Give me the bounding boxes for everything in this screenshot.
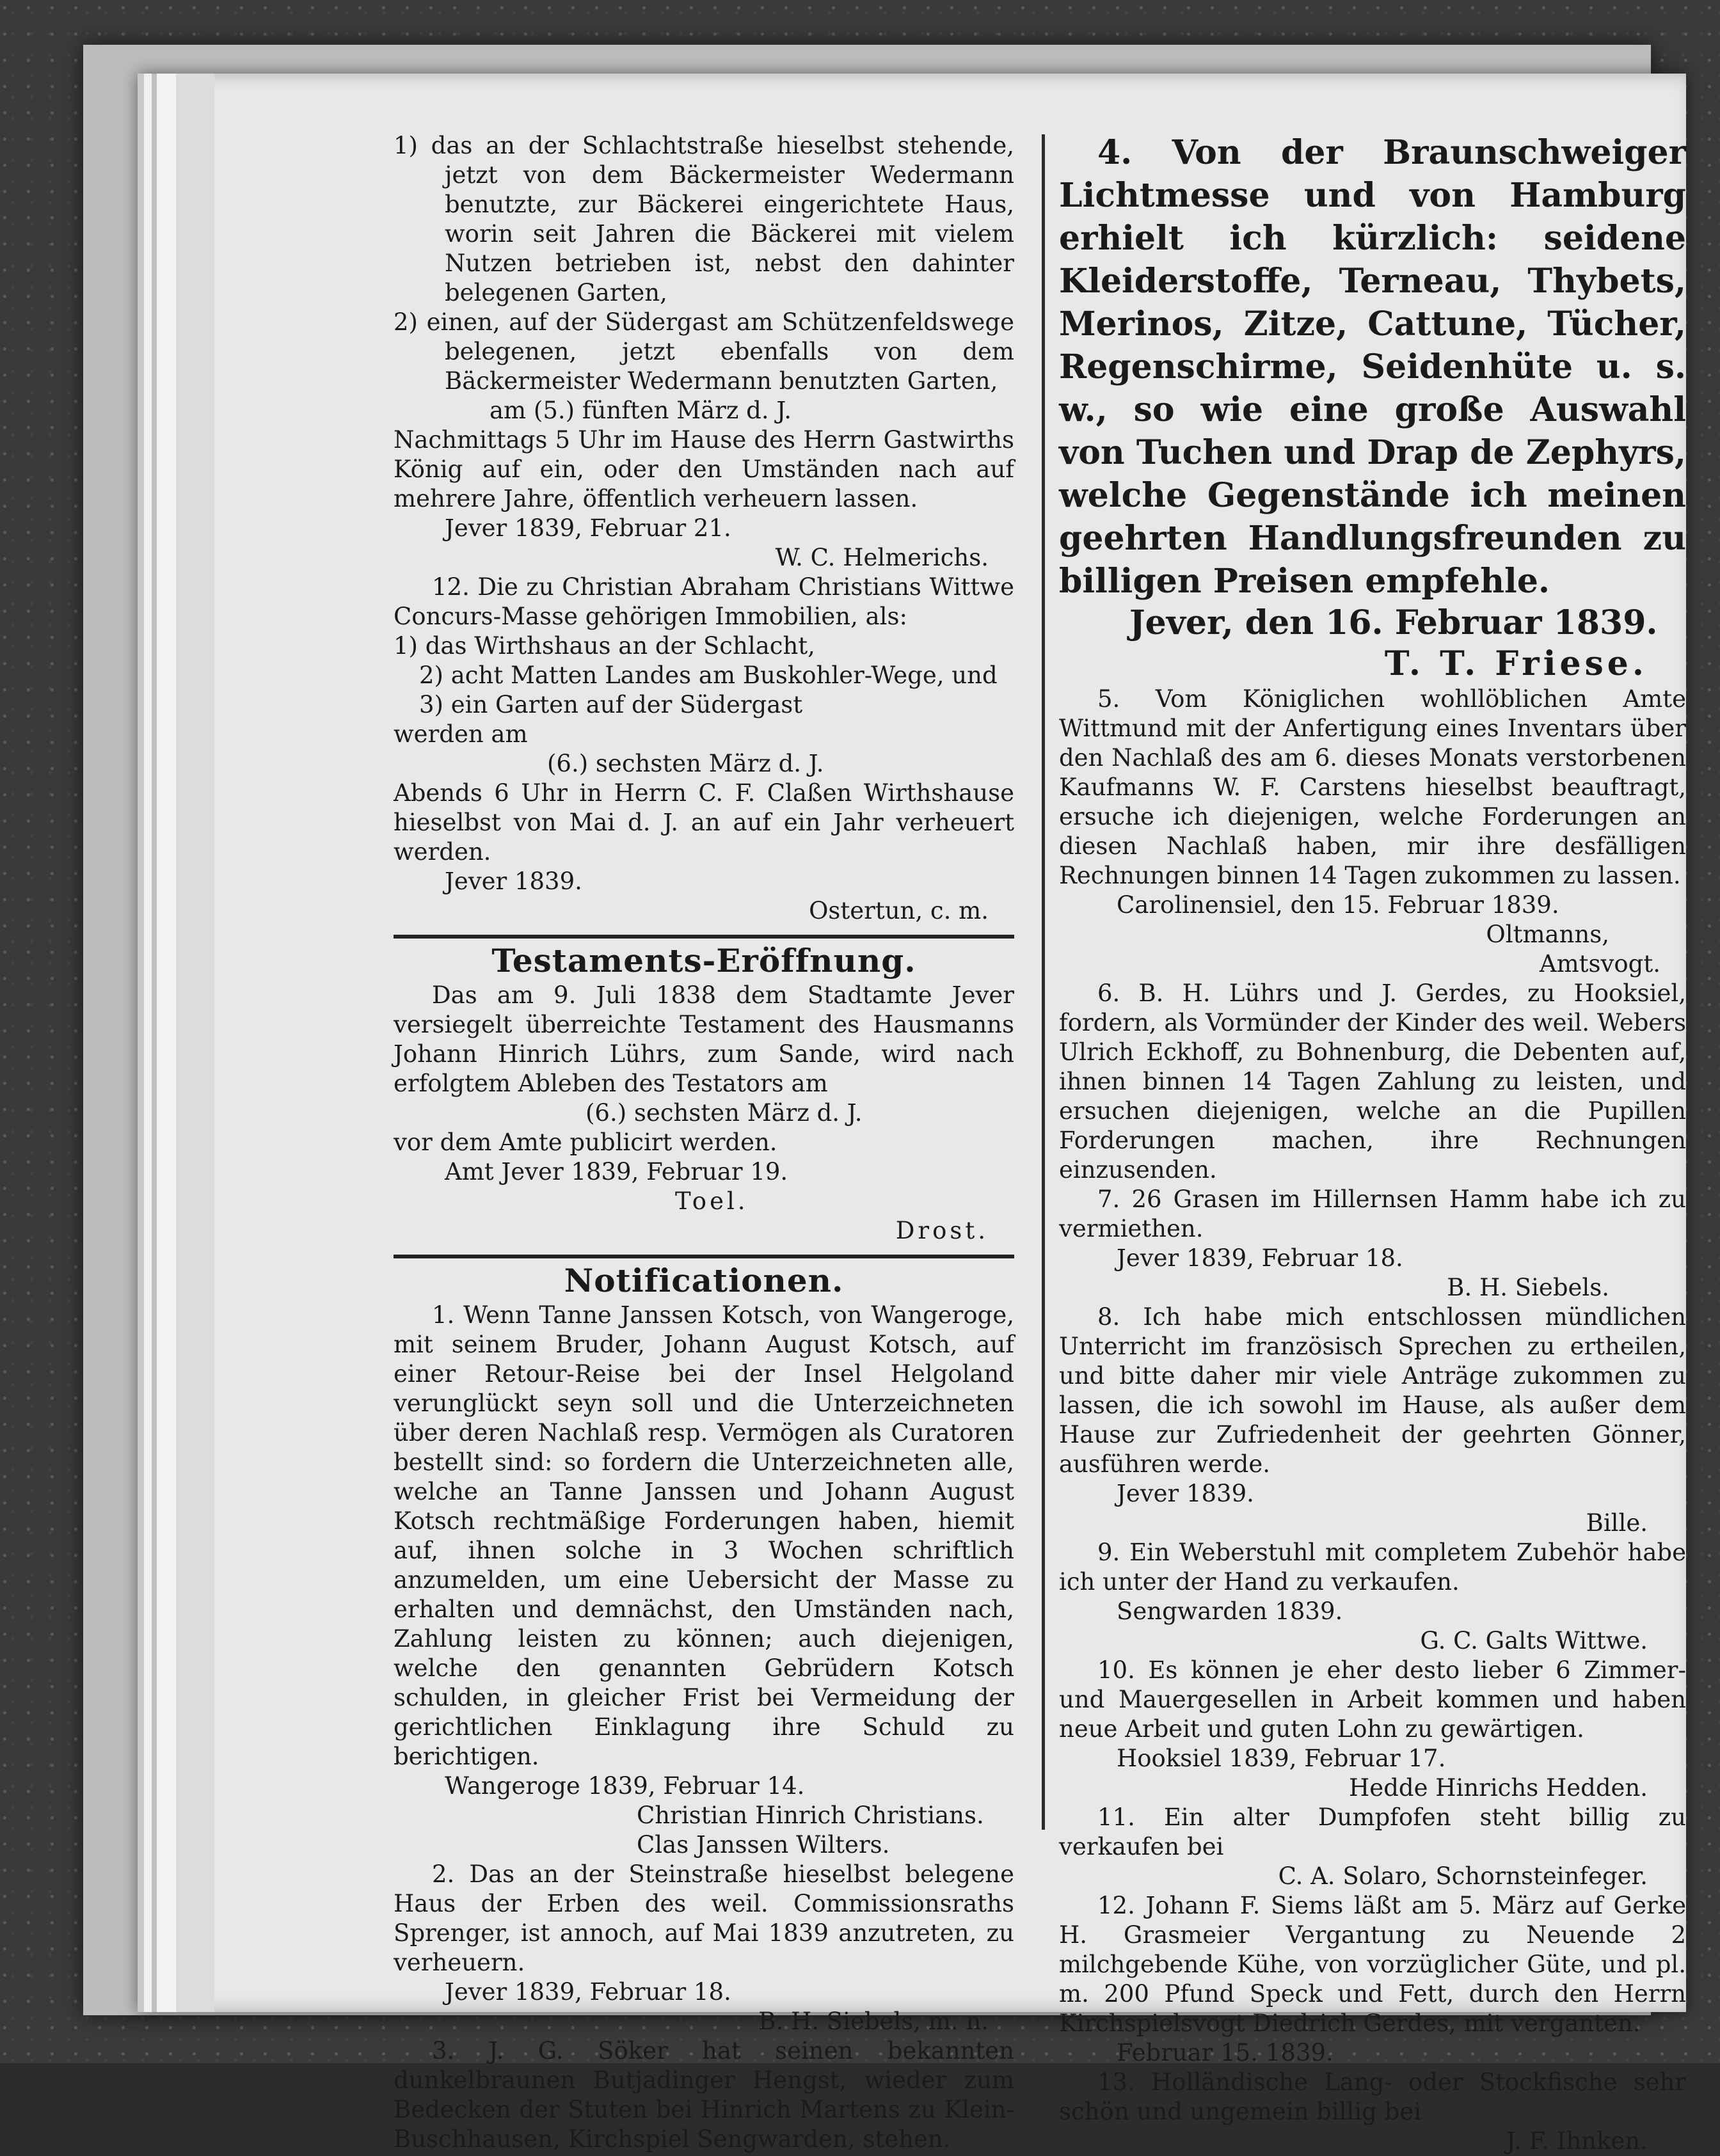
item8-text: 8. Ich habe mich entschlossen mündlichen Unterricht im französisch Sprechen zu ertheilen, und bitte daher mir viele Anträge zukommen zu lassen, die ich sowohl im Hause, als außer dem Hause zur Zufriedenheit der geehrten Gönner, ausführen werde. xyxy=(1059,1303,1686,1478)
item4-place: Jever, den 16. Februar 1839. xyxy=(1129,603,1658,642)
sale-text: Nachmittags 5 Uhr im Hause des Herrn Gastwirths König auf ein, oder den Umständen nach auf mehrere Jahre, öffentlich verheuern lassen. xyxy=(394,426,1014,512)
testament-text: Das am 9. Juli 1838 dem Stadtamte Jever versiegelt überreichte Testament des Hausmanns Johann Hinrich Lührs, zum Sande, wird nach erfolgtem Ableben des Testators am xyxy=(394,981,1014,1097)
item10-text: 10. Es können je eher desto lieber 6 Zimmer- und Mauergesellen in Arbeit kommen und haben neue Arbeit und guten Lohn zu gewärtigen. xyxy=(1059,1656,1686,1743)
item12-list-2: 2) acht Matten Landes am Buskohler-Wege, und xyxy=(419,662,998,689)
item5-text: 5. Vom Königlichen wohllöblichen Amte Wittmund mit der Anfertigung eines Inventars über den Nachlaß des am 6. dieses Monats verstorbenen Kaufmanns W. F. Carstens hieselbst beauftragt, ersuche ich diejenigen, welche Forderungen an diesen Nachlaß haben, mir ihre desfälligen Rechnungen binnen 14 Tagen zukommen zu lassen. xyxy=(1059,685,1686,889)
testament-heading: Testaments-Eröffnung. xyxy=(491,942,916,979)
testament-signature-1: Toel. xyxy=(675,1187,749,1215)
notification-1-place: Wangeroge 1839, Februar 14. xyxy=(445,1772,805,1800)
item12-date: (6.) sechsten März d. J. xyxy=(547,750,824,777)
right-column xyxy=(1059,131,1686,2156)
item12-list-3: 3) ein Garten auf der Südergast xyxy=(419,691,803,718)
item4-signature: T. T. Friese. xyxy=(1384,644,1648,683)
item12-werden: werden am xyxy=(394,720,528,748)
column-divider xyxy=(1042,134,1045,1830)
item12-intro: 12. Die zu Christian Abraham Christians Wittwe Concurs-Masse gehörigen Immobilien, als: xyxy=(394,573,1014,630)
left-column xyxy=(394,131,1014,2154)
item13-text: 13. Holländische Lang- oder Stockfische sehr schön und ungemein billig bei xyxy=(1059,2068,1686,2125)
section-rule xyxy=(394,935,1014,939)
notification-2-text: 2. Das an der Steinstraße hieselbst belegene Haus der Erben des weil. Commissionsraths Sprenger, ist annoch, auf Mai 1839 anzutreten, zu verheuern. xyxy=(394,1860,1014,1976)
item5-signature-2: Amtsvogt. xyxy=(1539,950,1660,978)
sale-date: am (5.) fünften März d. J. xyxy=(490,397,792,424)
item7-text: 7. 26 Grasen im Hillernsen Hamm habe ich zu vermiethen. xyxy=(1059,1185,1686,1242)
item7-signature: B. H. Siebels. xyxy=(1447,1274,1609,1301)
notifications-heading: Notificationen. xyxy=(564,1262,844,1299)
notification-1-signature-1: Christian Hinrich Christians. xyxy=(637,1802,984,1829)
item11-signature: C. A. Solaro, Schornsteinfeger. xyxy=(1278,1862,1648,1890)
sale-item-2: 2) einen, auf der Südergast am Schützenfeldswege belegenen, jetzt ebenfalls von dem Bäckermeister Wedermann benutzten Garten, xyxy=(394,308,1014,395)
item8-place: Jever 1839. xyxy=(1117,1480,1254,1507)
item12-list-1: 1) das Wirthshaus an der Schlacht, xyxy=(394,632,815,660)
testament-text-2: vor dem Amte publicirt werden. xyxy=(394,1129,777,1156)
item12-text: Abends 6 Uhr in Herrn C. F. Claßen Wirthshause hieselbst von Mai d. J. an auf ein Jahr verheuert werden. xyxy=(394,779,1014,866)
item9-signature: G. C. Galts Wittwe. xyxy=(1420,1627,1648,1654)
sale-signature: W. C. Helmerichs. xyxy=(775,544,989,571)
sale-place: Jever 1839, Februar 21. xyxy=(445,514,731,542)
item13-signature: J. F. Ihnken. xyxy=(1506,2127,1648,2155)
item5-place: Carolinensiel, den 15. Februar 1839. xyxy=(1117,891,1559,919)
item8-signature: Bille. xyxy=(1586,1509,1648,1537)
item12-place: Februar 15. 1839. xyxy=(1117,2039,1334,2066)
notification-2-signature: B. H. Siebels, m. n. xyxy=(758,2008,989,2035)
item5-signature-1: Oltmanns, xyxy=(1486,921,1609,948)
item4-text: 4. Von der Braunschweiger Lichtmesse und von Hamburg erhielt ich kürzlich: seidene Kleiderstoffe, Terneau, Thybets, Merinos, Zitze, Cattune, Tücher, Regenschirme, Seidenhüte u. s. w., so wie eine große Auswahl von Tuchen und Drap de Zephyrs, welche Gegenstände ich meinen geehrten Handlungsfreunden zu billigen Preisen empfehle. xyxy=(1059,133,1686,601)
item9-text: 9. Ein Weberstuhl mit completem Zubehör habe ich unter der Hand zu verkaufen. xyxy=(1059,1539,1686,1596)
notification-3-text: 3. J. G. Söker hat seinen bekannten dunkelbraunen Butjadinger Hengst, wieder zum Bedecken der Stuten bei Hinrich Martens zu Klein-Buschhausen, Kirchspiel Sengwarden, stehen. xyxy=(394,2037,1014,2153)
sale-item-1: 1) das an der Schlachtstraße hieselbst stehende, jetzt von dem Bäckermeister Wedermann benutzte, zur Bäckerei eingerichtete Haus, worin seit Jahren die Bäckerei mit vielem Nutzen betrieben ist, nebst den dahinter belegenen Garten, xyxy=(394,132,1014,306)
item6-text: 6. B. H. Lührs und J. Gerdes, zu Hooksiel, fordern, als Vormünder der Kinder des weil. Webers Ulrich Eckhoff, zu Bohnenburg, die Debenten auf, ihnen binnen 14 Tagen Zahlung zu leisten, und ersuchen diejenigen, welche an die Pupillen Forderungen machen, ihre Rechnungen einzusenden. xyxy=(1059,979,1686,1184)
item9-place: Sengwarden 1839. xyxy=(1117,1597,1343,1625)
item10-signature: Hedde Hinrichs Hedden. xyxy=(1349,1774,1648,1802)
notification-2-place: Jever 1839, Februar 18. xyxy=(445,1978,731,2006)
item12-place: Jever 1839. xyxy=(445,868,582,895)
page-binding xyxy=(138,74,214,2012)
notification-1-text: 1. Wenn Tanne Janssen Kotsch, von Wangeroge, mit seinem Bruder, Johann August Kotsch, auf einer Retour-Reise bei der Insel Helgoland verunglückt seyn soll und die Unterzeichneten über deren Nachlaß resp. Vermögen als Curatoren bestellt sind: so fordern die Unterzeichneten alle, welche an Tanne Janssen und Johann August Kotsch rechtmäßige Forderungen haben, hiemit auf, ihnen solche in 3 Wochen schriftlich anzumelden, um eine Uebersicht der Masse zu erhalten und demnächst, den Umständen nach, Zahlung leisten zu können; auch diejenigen, welche den genannten Gebrüdern Kotsch schulden, in gleicher Frist bei Vermeidung der gerichtlichen Einklagung ihre Schuld zu berichtigen. xyxy=(394,1301,1014,1770)
item11-text: 11. Ein alter Dumpfofen steht billig zu verkaufen bei xyxy=(1059,1803,1686,1860)
item12-signature: Ostertun, c. m. xyxy=(809,897,989,924)
testament-date: (6.) sechsten März d. J. xyxy=(585,1099,863,1127)
notification-1-signature-2: Clas Janssen Wilters. xyxy=(637,1831,890,1859)
item10-place: Hooksiel 1839, Februar 17. xyxy=(1117,1745,1446,1772)
testament-signature-2: Drost. xyxy=(895,1217,989,1244)
testament-place: Amt Jever 1839, Februar 19. xyxy=(445,1158,788,1185)
item12-text: 12. Johann F. Siems läßt am 5. März auf Gerke H. Grasmeier Vergantung zu Neuende 2 milchgebende Kühe, von vorzüglicher Güte, und pl. m. 200 Pfund Speck und Fett, durch den Herrn Kirchspielsvogt Diedrich Gerdes, mit verganten. xyxy=(1059,1892,1686,2037)
item7-place: Jever 1839, Februar 18. xyxy=(1117,1244,1403,1272)
section-rule xyxy=(394,1255,1014,1258)
